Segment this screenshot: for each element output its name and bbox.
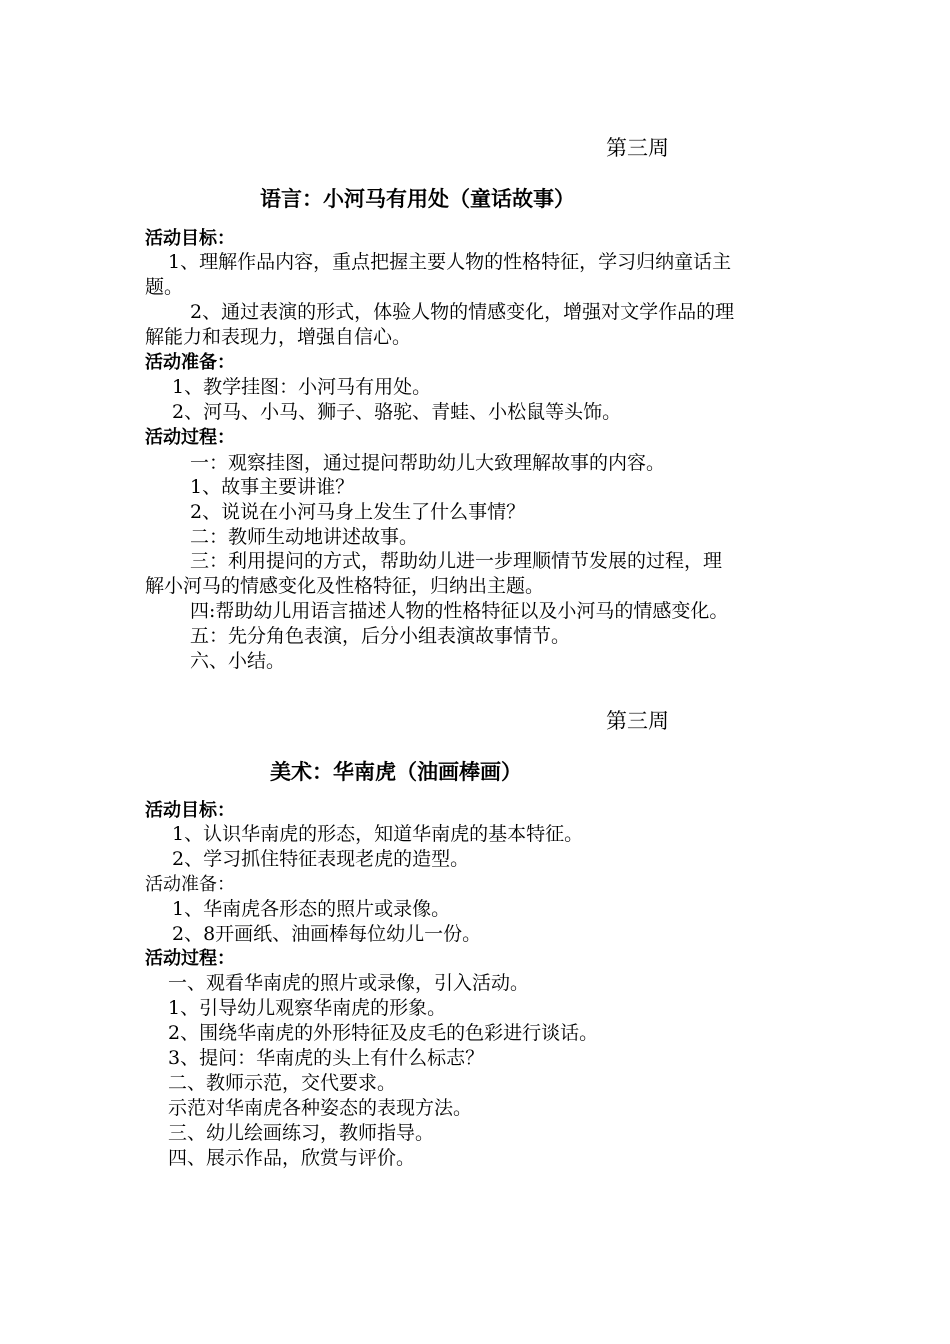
- prep-heading: 活动准备：: [145, 352, 235, 373]
- process-heading: 活动过程：: [145, 948, 235, 969]
- week-label: 第三周: [606, 136, 669, 160]
- goal-line: 题。: [145, 276, 184, 298]
- process-line: 解小河马的情感变化及性格特征，归纳出主题。: [145, 575, 545, 597]
- process-line: 一：观察挂图，通过提问帮助幼儿大致理解故事的内容。: [190, 452, 666, 474]
- prep-line: 1、教学挂图：小河马有用处。: [172, 376, 432, 398]
- goal-line: 1、理解作品内容，重点把握主要人物的性格特征，学习归纳童话主: [168, 251, 732, 273]
- goal-line: 2、学习抓住特征表现老虎的造型。: [172, 848, 470, 870]
- process-line: 六、小结。: [190, 650, 286, 672]
- prep-line: 2、河马、小马、狮子、骆驼、青蛙、小松鼠等头饰。: [172, 401, 622, 423]
- prep-line: 2、8开画纸、油画棒每位幼儿一份。: [172, 923, 482, 945]
- prep-line: 1、华南虎各形态的照片或录像。: [172, 898, 451, 920]
- lesson-title: 美术：华南虎（油画棒画）: [270, 760, 522, 784]
- process-line: 四、展示作品，欣赏与评价。: [168, 1147, 416, 1169]
- goal-line: 1、认识华南虎的形态，知道华南虎的基本特征。: [172, 823, 584, 845]
- process-line: 五：先分角色表演，后分小组表演故事情节。: [190, 625, 571, 647]
- process-line: 2、围绕华南虎的外形特征及皮毛的色彩进行谈话。: [168, 1022, 599, 1044]
- process-heading: 活动过程：: [145, 427, 235, 448]
- process-line: 1、故事主要讲谁？: [190, 476, 355, 498]
- prep-heading: 活动准备：: [145, 874, 235, 895]
- goals-heading: 活动目标：: [145, 800, 235, 821]
- process-line: 1、引导幼儿观察华南虎的形象。: [168, 997, 447, 1019]
- process-line: 二：教师生动地讲述故事。: [190, 526, 419, 548]
- process-line: 3、提问：华南虎的头上有什么标志？: [168, 1047, 485, 1069]
- lesson-title: 语言：小河马有用处（童话故事）: [260, 187, 575, 211]
- process-line: 2、说说在小河马身上发生了什么事情？: [190, 501, 526, 523]
- goals-heading: 活动目标：: [145, 228, 235, 249]
- process-line: 三、幼儿绘画练习，教师指导。: [168, 1122, 435, 1144]
- process-line: 二、教师示范，交代要求。: [168, 1072, 397, 1094]
- process-line: 一、观看华南虎的照片或录像，引入活动。: [168, 972, 530, 994]
- goal-line: 解能力和表现力，增强自信心。: [145, 326, 412, 348]
- goal-line: 2、通过表演的形式，体验人物的情感变化，增强对文学作品的理: [190, 301, 735, 323]
- process-line: 四:帮助幼儿用语言描述人物的性格特征以及小河马的情感变化。: [190, 600, 729, 622]
- process-line: 示范对华南虎各种姿态的表现方法。: [168, 1097, 473, 1119]
- process-line: 三：利用提问的方式，帮助幼儿进一步理顺情节发展的过程，理: [190, 550, 723, 572]
- week-label: 第三周: [606, 709, 669, 733]
